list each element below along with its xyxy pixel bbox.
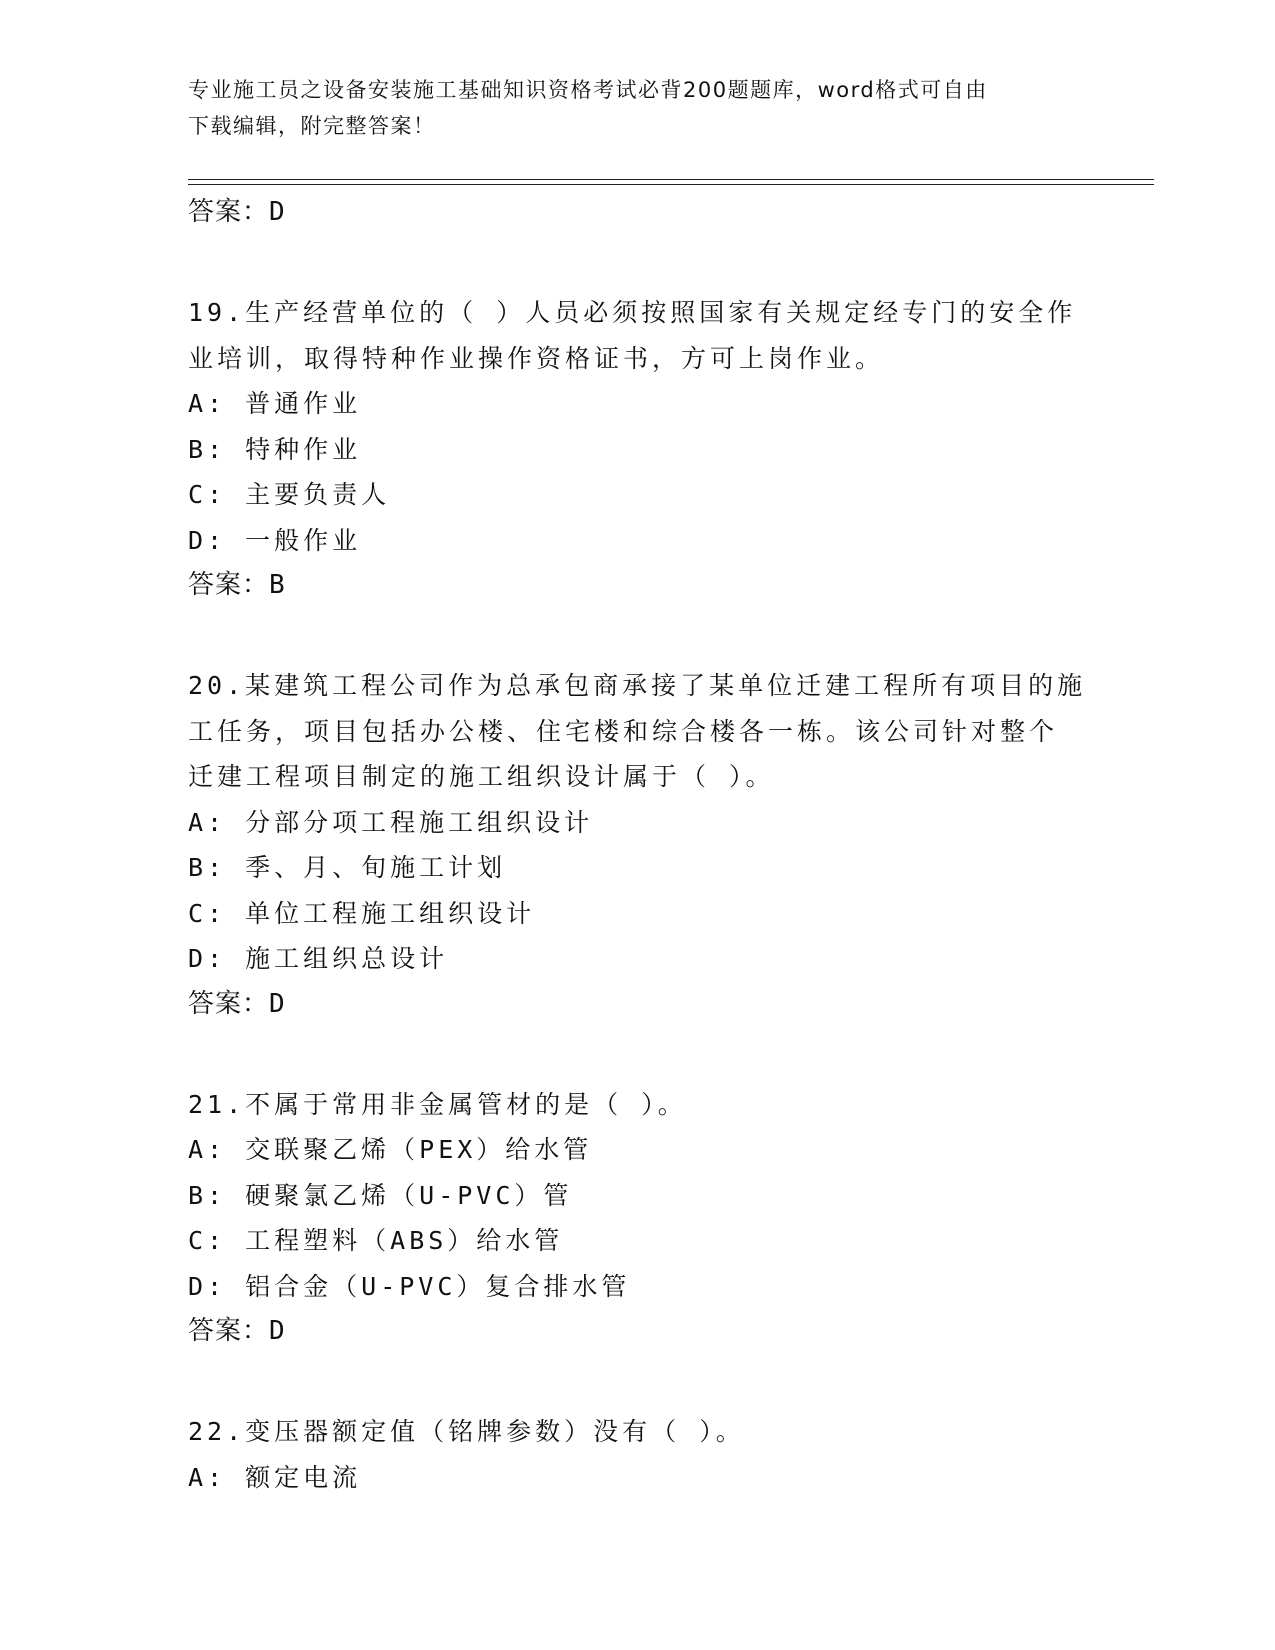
header-line-1: 专业施工员之设备安装施工基础知识资格考试必背200题题库，word格式可自由: [188, 78, 988, 102]
question-stem-line: 21.不属于常用非金属管材的是（ ）。: [188, 1089, 687, 1119]
answer-label: 答案：: [188, 988, 270, 1019]
header-rule-top: [188, 179, 1154, 180]
question-block: [188, 290, 1088, 607]
header-line-2: 下载编辑，附完整答案！: [188, 114, 436, 138]
answer-line: [188, 982, 1088, 1026]
question-stem-line: 22.变压器额定值（铭牌参数）没有（ ）。: [188, 1417, 745, 1446]
option-a: A: 额定电流: [188, 1462, 362, 1492]
answer-label: 答案：: [188, 570, 270, 600]
question-stem-line: 迁建工程项目制定的施工组织设计属于（ ）。: [188, 762, 775, 791]
option-d: D: 一般作业: [188, 525, 362, 555]
option-a: A: 普通作业: [188, 389, 362, 418]
option-d: D: 施工组织总设计: [188, 944, 449, 973]
question-block: [188, 663, 1088, 1026]
option-b: B: 硬聚氯乙烯（U-PVC）管: [188, 1180, 573, 1210]
question-stem-line: 工任务，项目包括办公楼、住宅楼和综合楼各一栋。该公司针对整个: [188, 716, 1059, 746]
option-c: C: 主要负责人: [188, 480, 391, 509]
question-stem-line: 20.某建筑工程公司作为总承包商承接了某单位迁建工程所有项目的施: [188, 671, 1087, 700]
answer-line: [188, 190, 1088, 234]
option-a: A: 交联聚乙烯（PEX）给水管: [188, 1135, 593, 1164]
answer-value: D: [269, 1316, 286, 1346]
answer-value: D: [269, 197, 286, 227]
header-rule-bottom: [188, 184, 1154, 185]
question-block: [188, 1409, 1088, 1500]
question-stem-line: 19.生产经营单位的（ ）人员必须按照国家有关规定经专门的安全作: [188, 298, 1077, 327]
option-b: B: 季、月、旬施工计划: [188, 853, 507, 882]
answer-line: [188, 1309, 1088, 1353]
answer-label: 答案：: [188, 1316, 270, 1346]
option-b: B: 特种作业: [188, 434, 362, 464]
option-d: D: 铝合金（U-PVC）复合排水管: [188, 1271, 631, 1301]
option-c: C: 工程塑料（ABS）给水管: [188, 1226, 564, 1255]
document-header: [188, 72, 1078, 144]
option-c: C: 单位工程施工组织设计: [188, 898, 536, 928]
question-stem-line: 业培训，取得特种作业操作资格证书，方可上岗作业。: [188, 343, 885, 373]
question-list: [188, 190, 1088, 1500]
answer-line: [188, 563, 1088, 607]
answer-value: D: [269, 988, 286, 1019]
question-block: [188, 1082, 1088, 1354]
answer-value: B: [269, 570, 286, 600]
option-a: A: 分部分项工程施工组织设计: [188, 807, 594, 837]
answer-label: 答案：: [188, 197, 270, 227]
